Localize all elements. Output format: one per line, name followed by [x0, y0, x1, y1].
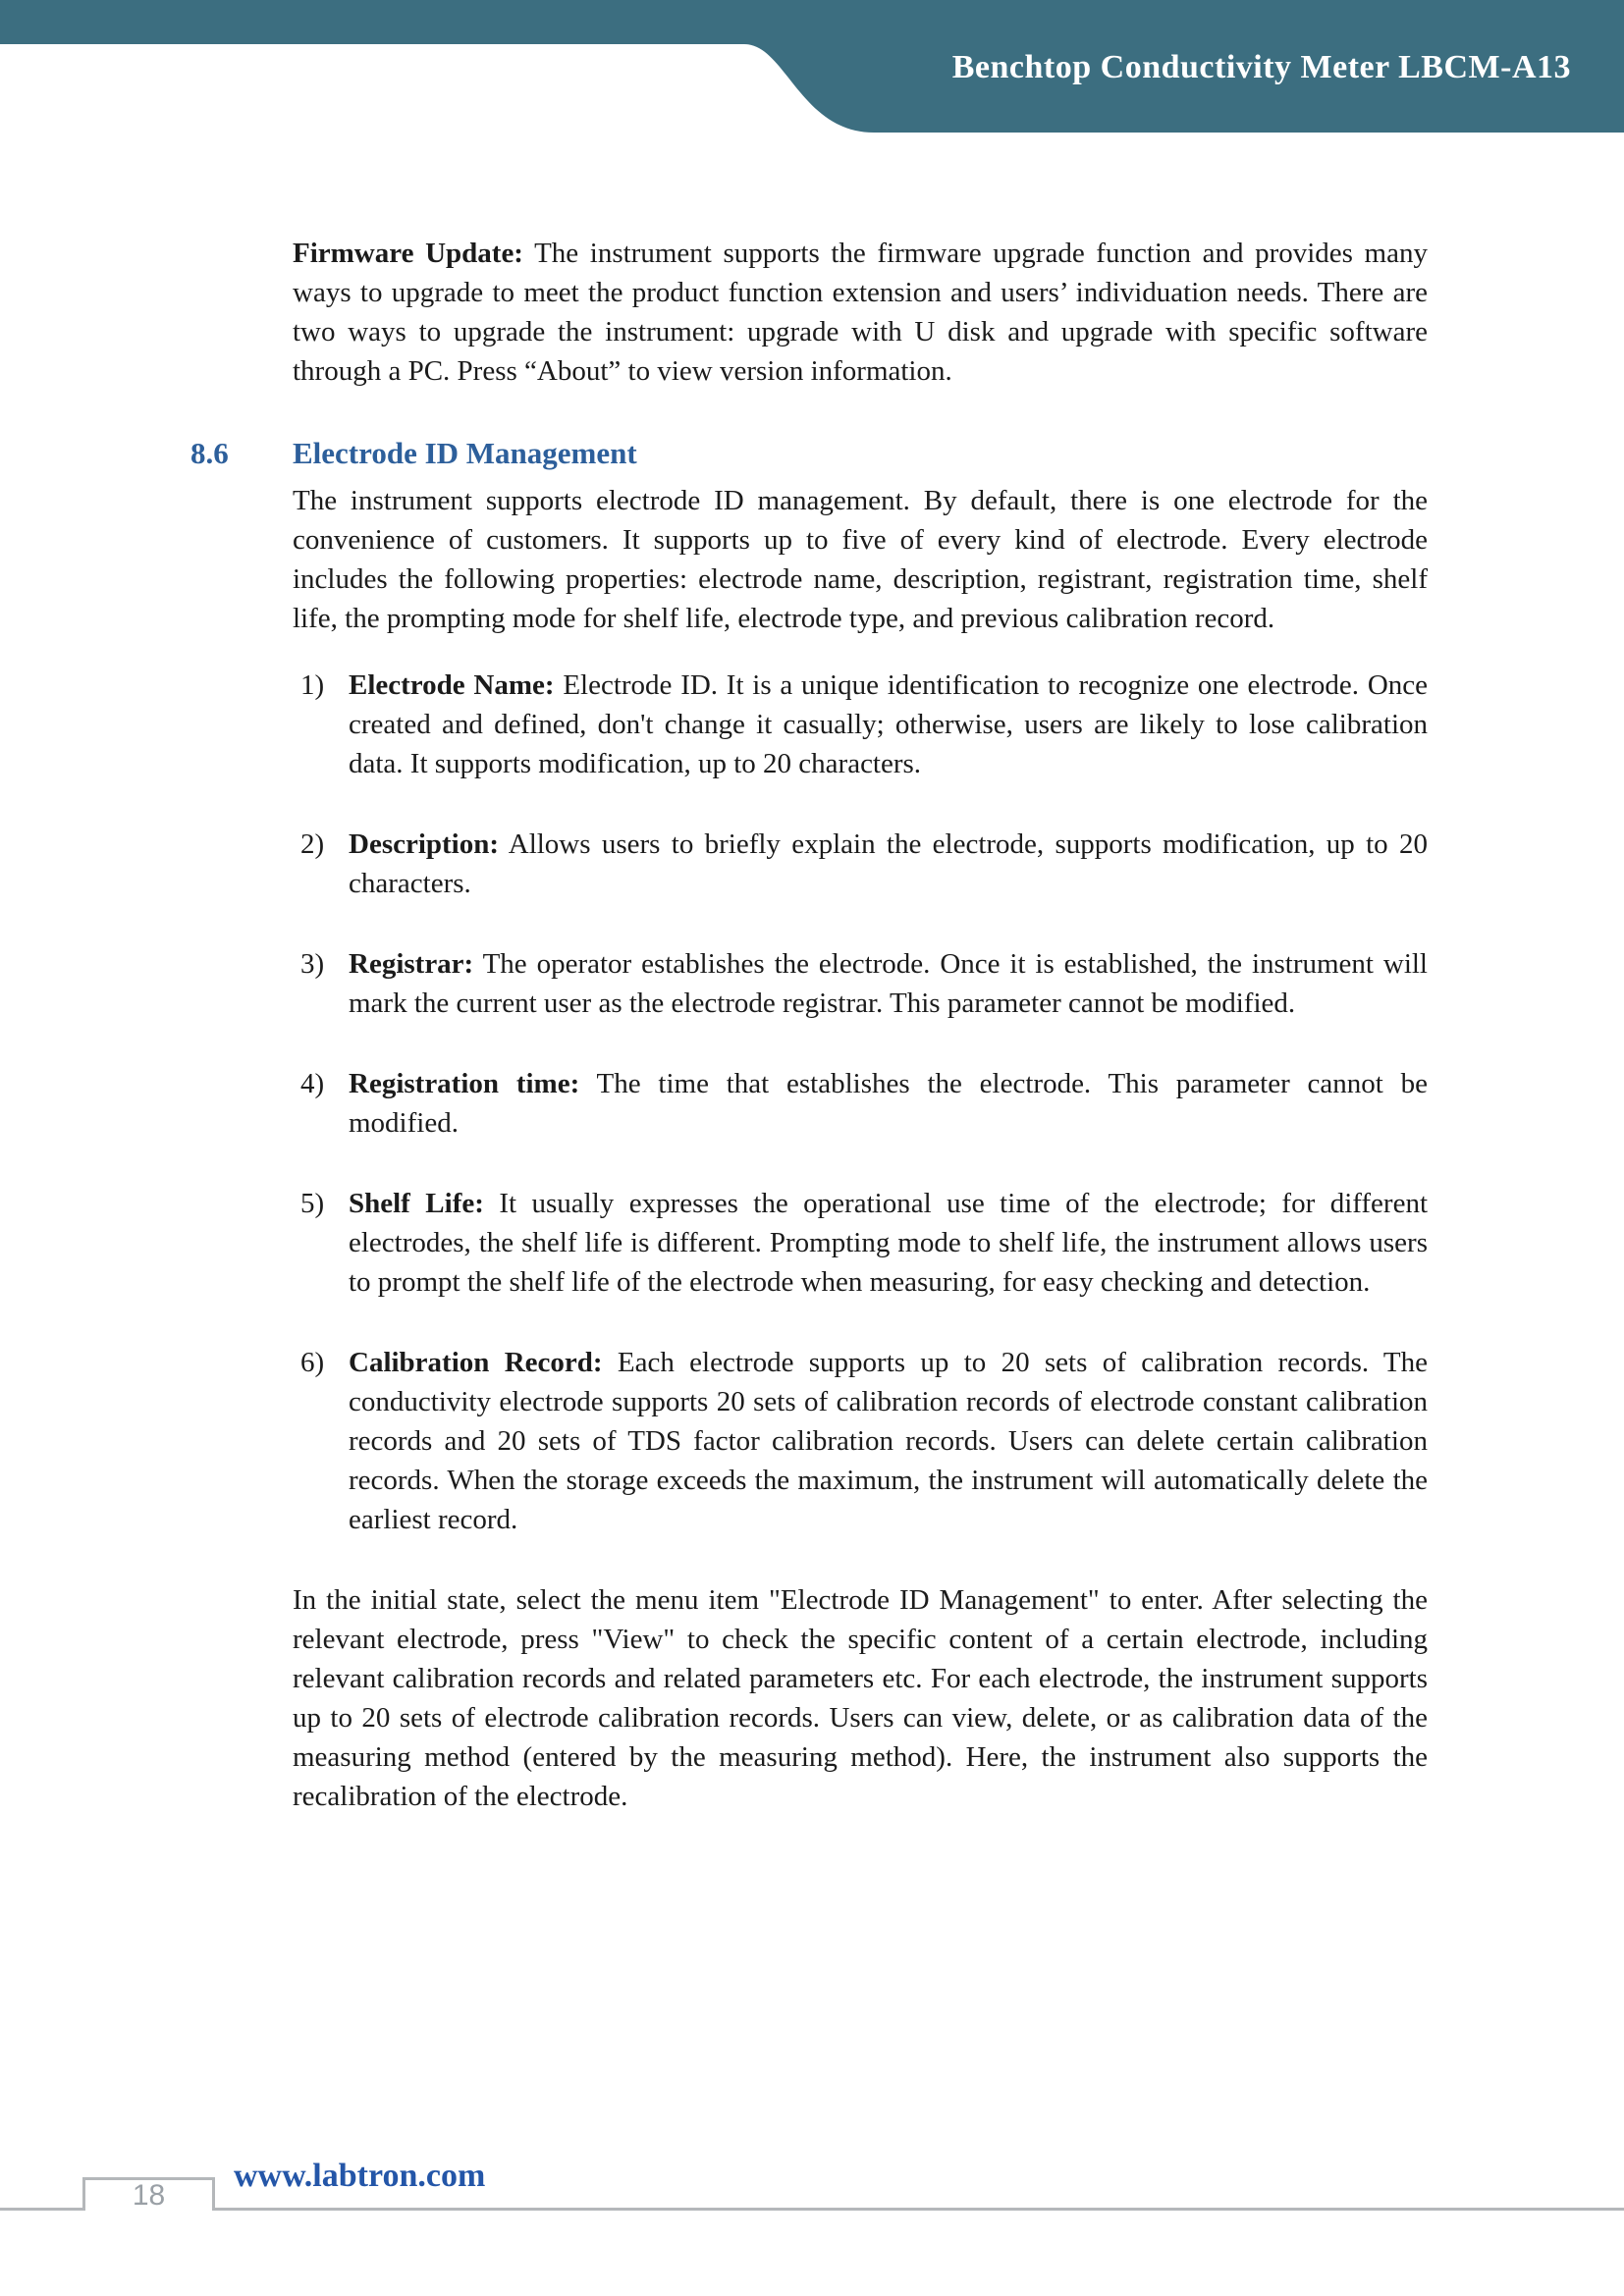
- section-number: 8.6: [190, 436, 229, 470]
- list-item-lead: Calibration Record:: [349, 1347, 603, 1378]
- list-item-registrar: [293, 944, 1428, 1023]
- list-item-shelf-life: [293, 1184, 1428, 1302]
- list-item-lead: Electrode Name:: [349, 669, 555, 701]
- list-item-number: 4): [300, 1068, 325, 1099]
- list-item-description: [293, 825, 1428, 903]
- section-title: Electrode ID Management: [293, 436, 637, 470]
- list-item-text: It usually expresses the operational use time of the electrode; for different electrodes, the shelf life is different. Prompting mode to shelf life, the instrument allows users to prompt the shelf life of the electrode when measuring, for easy checking and detection.: [349, 1188, 1428, 1298]
- list-item-number: 3): [300, 948, 325, 980]
- list-item-number: 6): [300, 1347, 325, 1378]
- list-item-number: 2): [300, 828, 325, 860]
- page-number: 18: [132, 2178, 166, 2212]
- page-number-tab: [82, 2177, 215, 2211]
- list-item-text: The operator establishes the electrode. Once it is established, the instrument will mark the current user as the electrode registrar. This parameter cannot be modified.: [349, 948, 1428, 1019]
- list-item-text: Each electrode supports up to 20 sets of calibration records. The conductivity electrode supports 20 sets of calibration records of electrode constant calibration records and 20 sets of TDS factor calibration records. Users can delete certain calibration records. When the storage exceeds the maximum, the instrument will automatically delete the earliest record.: [349, 1347, 1429, 1535]
- document-title: Benchtop Conductivity Meter LBCM-A13: [951, 49, 1571, 85]
- list-item-lead: Description:: [349, 828, 500, 860]
- list-item-text: Allows users to briefly explain the electrode, supports modification, up to 20 characters.: [349, 828, 1428, 899]
- list-item-number: 5): [300, 1188, 325, 1219]
- section-heading: [190, 434, 1428, 473]
- footer-rule-right: [212, 2208, 1624, 2211]
- firmware-update-lead: Firmware Update:: [293, 238, 523, 269]
- section-intro-paragraph: The instrument supports electrode ID management. By default, there is one electrode for the convenience of customers. It supports up to five of every kind of electrode. Every electrode includes the following properties: electrode name, description, registrant, registration time, shelf life, the prompting mode for shelf life, electrode type, and previous calibration record.: [293, 485, 1428, 634]
- list-item-lead: Registrar:: [349, 948, 474, 980]
- list-item-number: 1): [300, 669, 325, 701]
- website-link[interactable]: www.labtron.com: [234, 2158, 486, 2194]
- list-item-text: The time that establishes the electrode. This parameter cannot be modified.: [349, 1068, 1428, 1139]
- footer-rule-left: [0, 2208, 85, 2211]
- list-item-calibration-record: [293, 1343, 1428, 1539]
- list-item-text: Electrode ID. It is a unique identification to recognize one electrode. Once created and defined, don't change it casually; otherwise, users are likely to lose calibration data. It supports modification, up to 20 characters.: [349, 669, 1429, 779]
- list-item-registration-time: [293, 1064, 1428, 1143]
- list-item-lead: Registration time:: [349, 1068, 580, 1099]
- list-item-electrode-name: [293, 666, 1428, 783]
- firmware-update-paragraph: [293, 234, 1428, 391]
- closing-paragraph: In the initial state, select the menu item "Electrode ID Management" to enter. After selecting the relevant electrode, press "View" to check the specific content of a certain electrode, including relevant calibration records and related parameters etc. For each electrode, the instrument supports up to 20 sets of electrode calibration records. Users can view, delete, or as calibration data of the measuring method (entered by the measuring method). Here, the instrument also supports the recalibration of the electrode.: [293, 1584, 1428, 1812]
- header-banner: [0, 0, 1624, 133]
- page-content: [190, 234, 1429, 1816]
- properties-list: [293, 666, 1428, 1539]
- firmware-update-text: The instrument supports the firmware upgrade function and provides many ways to upgrade to meet the product function extension and users’ individuation needs. There are two ways to upgrade the instrument: upgrade with U disk and upgrade with specific software through a PC. Press “About” to view version information.: [293, 238, 1428, 387]
- list-item-lead: Shelf Life:: [349, 1188, 484, 1219]
